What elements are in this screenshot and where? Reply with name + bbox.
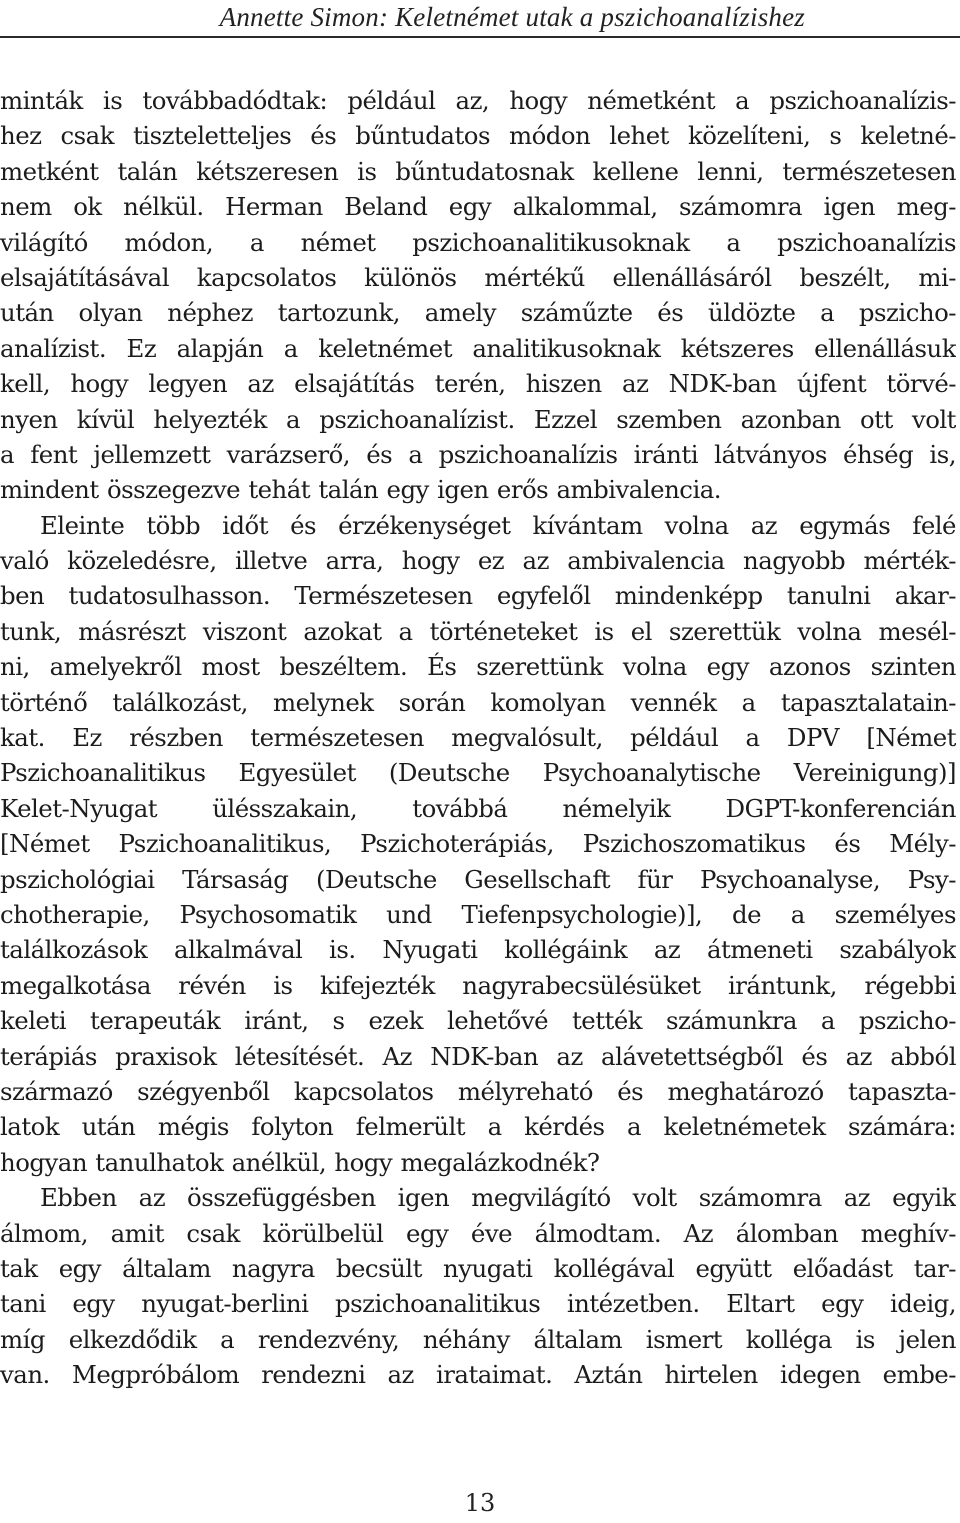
paragraph-1 <box>0 83 956 508</box>
text-line: kell, hogy legyen az elsajátítás terén, hiszen az NDK-ban újfent törvé- <box>0 369 956 399</box>
text-line: minták is továbbadódtak: például az, hogy németként a pszichoanalízis- <box>0 86 956 115</box>
text-line: a fent jellemzett varázserő, és a pszichoanalízis iránti látványos éhség is, <box>0 439 956 469</box>
text-line: Pszichoanalitikus Egyesület (Deutsche Psychoanalytische Vereinigung)] <box>0 758 956 788</box>
text-line: chotherapie, Psychosomatik und Tiefenpsychologie)], de a személyes <box>0 899 956 929</box>
text-line: származó szégyenből kapcsolatos mélyreható és meghatározó tapaszta- <box>0 1076 956 1106</box>
text-line: elsajátításával kapcsolatos különös mértékű ellenállásáról beszélt, mi- <box>0 262 956 292</box>
text-line: találkozások alkalmával is. Nyugati kollégáink az átmeneti szabályok <box>0 935 956 965</box>
text-line: Kelet-Nyugat ülésszakain, továbbá némelyik DGPT-konferencián <box>0 793 956 823</box>
text-line: tani egy nyugat-berlini pszichoanalitikus intézetben. Eltart egy ideig, <box>0 1289 956 1319</box>
text-line: Eleinte több időt és érzékenységet kívántam volna az egymás felé <box>40 510 956 540</box>
text-line: után olyan néphez tartozunk, amely száműzte és üldözte a pszicho- <box>0 298 956 328</box>
text-line: pszichológiai Társaság (Deutsche Gesellschaft für Psychoanalyse, Psy- <box>0 864 956 894</box>
text-line: metként talán kétszeresen is bűntudatosnak kellene lenni, természetesen <box>0 156 956 186</box>
text-line: mindent összegezve tehát talán egy igen erős ambivalencia. <box>0 475 722 505</box>
paragraph-2 <box>0 508 956 1180</box>
text-line: hogyan tanulhatok anélkül, hogy megalázkodnék? <box>0 1147 600 1177</box>
text-line: analízist. Ez alapján a keletnémet analitikusoknak kétszeres ellenállásuk <box>0 333 956 363</box>
text-line: tunk, másrészt viszont azokat a történeteket is el szerettük volna mesél- <box>0 616 956 646</box>
text-line: keleti terapeuták iránt, s ezek lehetővé tették számunkra a pszicho- <box>0 1006 956 1036</box>
paragraph-3 <box>0 1180 956 1392</box>
text-line: míg elkezdődik a rendezvény, néhány általam ismert kolléga is jelen <box>0 1324 956 1354</box>
text-line: hez csak tiszteletteljes és bűntudatos módon lehet közelíteni, s keletné- <box>0 121 956 151</box>
running-header: Annette Simon: Keletnémet utak a pszichoanalízishez <box>219 2 805 32</box>
text-line: van. Megpróbálom rendezni az irataimat. Aztán hirtelen idegen embe- <box>0 1360 956 1390</box>
text-line: nyen kívül helyezték a pszichoanalízist. Ezzel szemben azonban ott volt <box>0 404 956 434</box>
text-line: ben tudatosulhasson. Természetesen egyfelől mindenképp tanulni akar- <box>0 581 956 611</box>
text-line: történő találkozást, melynek során komolyan vennék a tapasztalatain- <box>0 687 956 717</box>
header-rule <box>0 36 960 38</box>
text-line: latok után mégis folyton felmerült a kérdés a keletnémetek számára: <box>0 1112 956 1142</box>
text-line: ni, amelyekről most beszéltem. És szerettünk volna egy azonos szinten <box>0 652 956 682</box>
text-line: álmom, amit csak körülbelül egy éve álmodtam. Az álomban meghív- <box>0 1218 956 1248</box>
text-line: tak egy általam nagyra becsült nyugati kollégával együtt előadást tar- <box>0 1253 956 1283</box>
page-number: 13 <box>464 1489 496 1517</box>
body-text <box>0 83 956 1392</box>
text-line: kat. Ez részben természetesen megvalósult, például a DPV [Német <box>0 723 956 753</box>
text-line: nem ok nélkül. Herman Beland egy alkalommal, számomra igen meg- <box>0 192 956 222</box>
text-line: megalkotása révén is kifejezték nagyrabecsülésüket irántunk, régebbi <box>0 970 956 1000</box>
text-line: terápiás praxisok létesítését. Az NDK-ban az alávetettségből és az abból <box>0 1041 956 1071</box>
text-line: Ebben az összefüggésben igen megvilágító volt számomra az egyik <box>40 1183 956 1213</box>
text-line: [Német Pszichoanalitikus, Pszichoterápiás, Pszichoszomatikus és Mély- <box>0 829 956 859</box>
text-line: világító módon, a német pszichoanalitikusoknak a pszichoanalízis <box>0 227 956 257</box>
text-line: való közeledésre, illetve arra, hogy ez az ambivalencia nagyobb mérték- <box>0 546 956 576</box>
